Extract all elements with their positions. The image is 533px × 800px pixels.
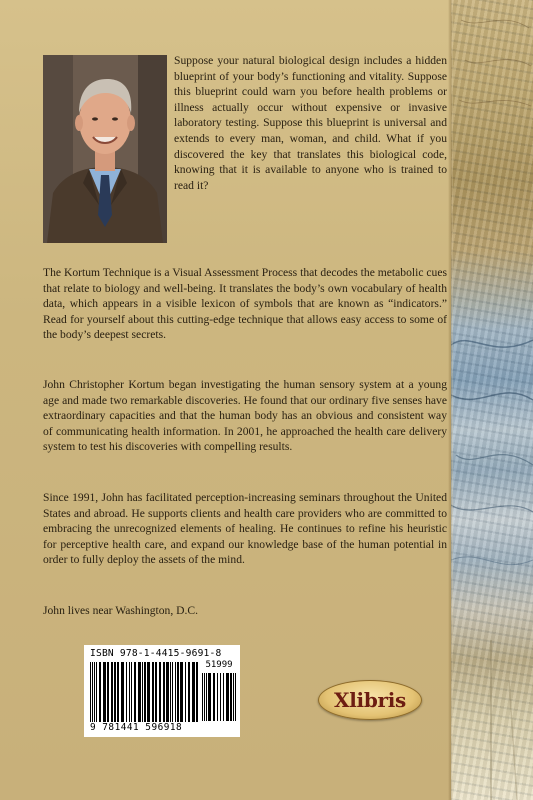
decorative-side-strip xyxy=(451,0,533,800)
barcode-bar xyxy=(155,662,157,722)
barcode-bar xyxy=(220,673,221,721)
barcode-bar xyxy=(180,662,183,722)
barcode-bar xyxy=(142,662,143,722)
barcode-bar xyxy=(126,662,127,722)
barcode-bar xyxy=(152,662,154,722)
barcode-bar xyxy=(166,662,169,722)
barcode-bar xyxy=(94,662,95,722)
barcode-bar xyxy=(134,662,136,722)
barcode-bar xyxy=(230,673,232,721)
barcode-bar xyxy=(99,662,101,722)
barcode-bar xyxy=(90,662,91,722)
barcode-bar xyxy=(144,662,146,722)
barcode-bar xyxy=(208,673,211,721)
barcode-bar xyxy=(117,662,119,722)
author-portrait-image xyxy=(43,55,167,243)
barcode-bar xyxy=(92,662,93,722)
bio-paragraph-discoveries: John Christopher Kortum began investigating the human sensory system at a young age and made two remarkable discoveries. He found that our ordinary five senses have extraordinary capacities and that the human body has an obvious and consistent way of communicating health information. In 2001, he approached the health care delivery system to test his discoveries with compelling results. xyxy=(43,378,447,454)
strip-texture-lines xyxy=(451,0,533,800)
isbn-barcode xyxy=(84,645,240,737)
barcode-bar xyxy=(159,662,161,722)
barcode-bar xyxy=(114,662,116,722)
barcode-bar xyxy=(163,662,165,722)
addon-barcode-bars xyxy=(202,673,236,721)
barcode-bar xyxy=(175,662,176,722)
barcode-bar xyxy=(188,662,190,722)
barcode-bar xyxy=(107,662,109,722)
ean-barcode-bars xyxy=(90,662,198,722)
barcode-bar xyxy=(213,673,215,721)
barcode-bar xyxy=(121,662,124,722)
bio-paragraph-seminars: Since 1991, John has facilitated perception-increasing seminars throughout the United States and abroad. He supports clients and health care providers who are committed to embracing the unrecognized elements of healing. He continues to refine his heuristic for perceptive health care, and expand our knowledge base of the human potential in order to fully deploy the assets of the mind. xyxy=(43,491,447,567)
barcode-bar xyxy=(96,662,97,722)
barcode-bar xyxy=(204,673,205,721)
barcode-bar xyxy=(129,662,130,722)
barcode-bar xyxy=(196,662,198,722)
barcode-bar xyxy=(172,662,173,722)
strip-shadow-edge xyxy=(448,0,453,800)
barcode-bar xyxy=(138,662,141,722)
barcode-bar xyxy=(235,673,236,721)
bio-paragraph-residence: John lives near Washington, D.C. xyxy=(43,604,199,617)
barcode-bar xyxy=(217,673,218,721)
barcode-addon-digits: 51999 xyxy=(205,660,233,670)
author-intro-paragraph: Suppose your natural biological design includes a hidden blueprint of your body’s functioning and vitality. Suppose this blueprint could warn you before health problems or illness actually occur without expensive or invasive laboratory testing. Suppose this blueprint is universal and extends to every man, woman, and child. What if you discovered the key that translates this biological code, knowing that it is available to anyone who is trained to read it? xyxy=(174,54,447,192)
barcode-bar xyxy=(177,662,179,722)
barcode-bar xyxy=(223,673,224,721)
barcode-bar xyxy=(233,673,234,721)
barcode-bar xyxy=(206,673,207,721)
ean-digits: 9 781441 596918 xyxy=(90,722,183,733)
barcode-bar xyxy=(131,662,132,722)
barcode-bar xyxy=(170,662,171,722)
barcode-bar xyxy=(192,662,195,722)
publisher-logo-text: Xlibris xyxy=(334,688,406,712)
publisher-logo xyxy=(318,680,422,720)
barcode-bar xyxy=(185,662,186,722)
bio-paragraph-technique: The Kortum Technique is a Visual Assessment Process that decodes the metabolic cues that relate to biology and well-being. It translates the body’s own vocabulary of health data, which appears in a visible lexicon of symbols that are known as “indicators.” Read for yourself about this cutting-edge technique that allows easy access to some of the body’s deepest secrets. xyxy=(43,266,447,342)
isbn-label: ISBN 978-1-4415-9691-8 xyxy=(90,648,222,659)
barcode-bar xyxy=(147,662,150,722)
author-photo xyxy=(43,55,167,243)
barcode-bar xyxy=(111,662,113,722)
barcode-bar xyxy=(226,673,229,721)
barcode-bar xyxy=(103,662,106,722)
barcode-bar xyxy=(202,673,203,721)
